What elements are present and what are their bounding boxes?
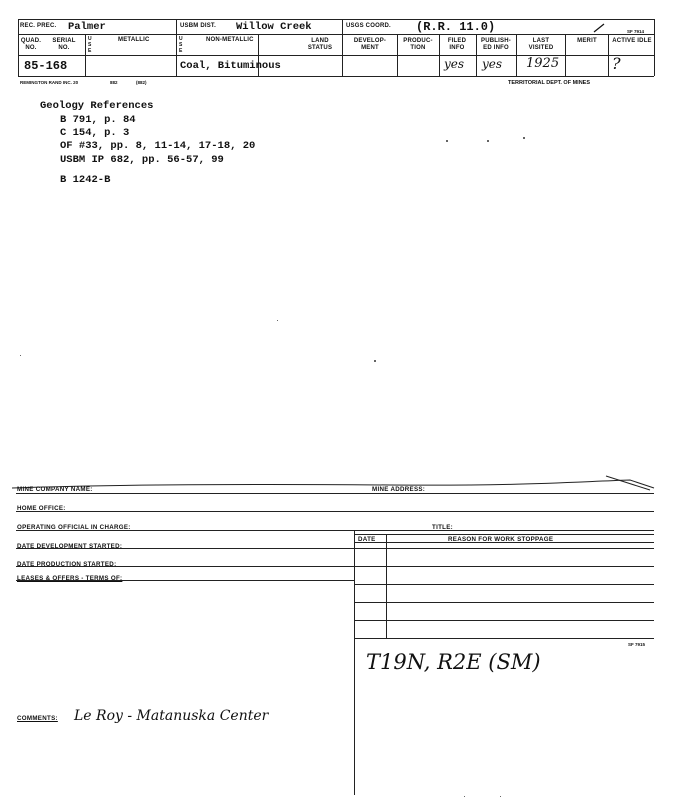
- last-visited-value: 1925: [526, 56, 560, 71]
- comments-label: COMMENTS:: [17, 715, 58, 722]
- quad-serial-value: 85-168: [24, 59, 68, 73]
- merit-label: MERIT: [577, 38, 597, 44]
- usgs-coord-label: USGS COORD.: [346, 23, 391, 29]
- date-column-label: DATE: [358, 536, 376, 543]
- date-production-label: DATE PRODUCTION STARTED:: [17, 561, 117, 568]
- references-heading: Geology References: [40, 100, 154, 112]
- filed-info-value: yes: [444, 57, 465, 71]
- title-label: TITLE:: [432, 524, 454, 531]
- mine-address-label: MINE ADDRESS:: [372, 486, 426, 493]
- nonmetallic-label: NON-METALLIC: [206, 37, 254, 43]
- development-label: DEVELOP-MENT: [353, 38, 387, 51]
- date-development-label: DATE DEVELOPMENT STARTED:: [17, 543, 123, 550]
- remington-rand-credit: REMINGTON RAND INC. 20: [20, 80, 79, 85]
- quad-label: QUAD. NO.: [20, 38, 42, 51]
- usbm-dist-value: Willow Creek: [236, 21, 312, 33]
- handwritten-location: T19N, R2E (SM): [366, 650, 541, 674]
- production-label: PRODUC-TION: [403, 38, 433, 51]
- reference-line: USBM IP 682, pp. 56-57, 99: [60, 154, 224, 166]
- published-info-value: yes: [482, 57, 503, 71]
- metallic-label: METALLIC: [118, 37, 150, 43]
- rec-prec-value: Palmer: [68, 21, 106, 33]
- wavy-divider: [10, 470, 670, 494]
- filed-info-label: FILED INFO: [447, 38, 467, 51]
- speck: [464, 796, 465, 797]
- footer-code-2: (882): [136, 80, 147, 85]
- check-mark-stroke: [592, 22, 606, 34]
- serial-label: SERIAL NO.: [52, 38, 76, 51]
- speck: [500, 796, 501, 797]
- form-number-bottom: SF 7915: [628, 642, 646, 647]
- speck: [374, 360, 376, 362]
- land-status-label: LAND STATUS: [307, 38, 333, 51]
- reference-line: B 1242-B: [60, 174, 111, 186]
- speck: [446, 140, 448, 142]
- use-label-2: U S E: [179, 36, 183, 54]
- speck: [20, 355, 21, 356]
- use-label-1: U S E: [88, 36, 92, 54]
- rec-prec-label: REC. PREC.: [20, 23, 57, 29]
- speck: [277, 320, 278, 321]
- speck: [487, 140, 489, 142]
- footer-code-1: 882: [110, 80, 118, 85]
- active-idle-label: ACTIVE IDLE: [612, 38, 652, 44]
- operating-official-label: OPERATING OFFICIAL IN CHARGE:: [17, 524, 131, 531]
- comments-value: Le Roy - Matanuska Center: [74, 708, 269, 724]
- reference-line: C 154, p. 3: [60, 127, 130, 139]
- home-office-label: HOME OFFICE:: [17, 505, 66, 512]
- last-visited-label: LAST VISITED: [528, 38, 554, 51]
- nonmetallic-value: Coal, Bituminous: [180, 60, 281, 72]
- published-info-label: PUBLISH-ED INFO: [481, 38, 511, 51]
- usbm-dist-label: USBM DIST.: [180, 23, 217, 29]
- reference-line: B 791, p. 84: [60, 114, 136, 126]
- form-number-top: SF 7914: [627, 29, 645, 34]
- active-idle-value: ?: [612, 54, 621, 73]
- mine-company-label: MINE COMPANY NAME:: [17, 486, 93, 493]
- usgs-coord-value: (R.R. 11.0): [416, 20, 496, 34]
- reason-work-stoppage-label: REASON FOR WORK STOPPAGE: [448, 536, 554, 543]
- leases-offers-label: LEASES & OFFERS - TERMS OF:: [17, 575, 123, 582]
- reference-line: OF #33, pp. 8, 11-14, 17-18, 20: [60, 140, 256, 152]
- speck: [523, 137, 525, 139]
- territorial-dept-label: TERRITORIAL DEPT. OF MINES: [508, 80, 590, 86]
